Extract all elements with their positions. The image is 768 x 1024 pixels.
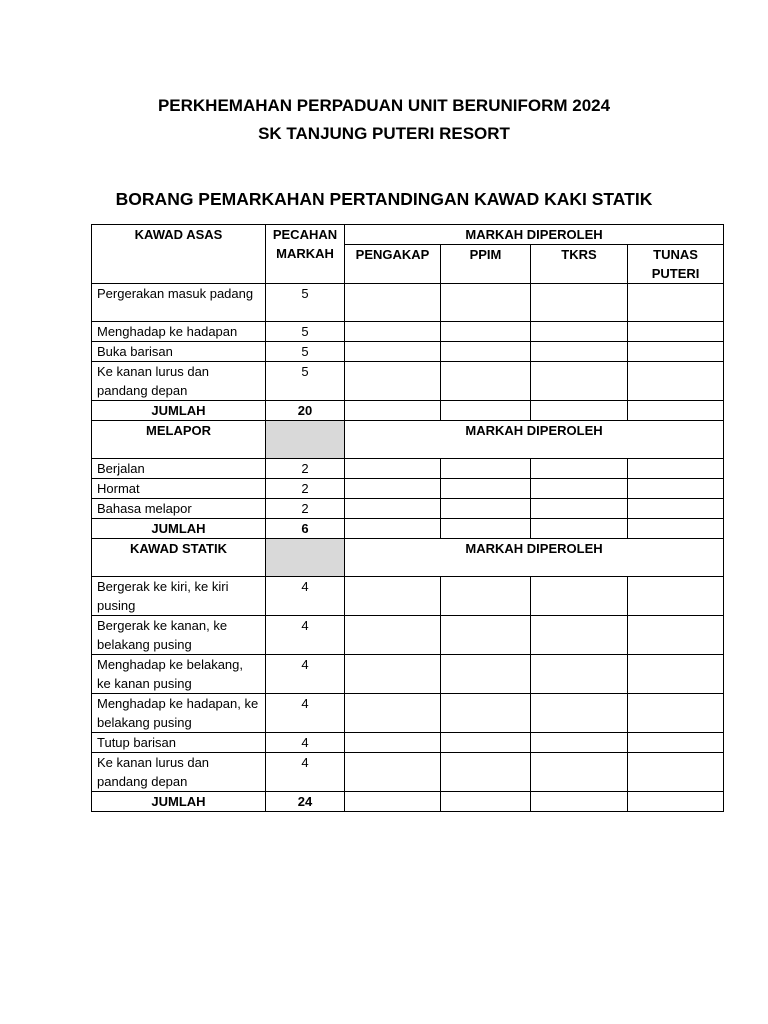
- score-cell[interactable]: [628, 459, 724, 479]
- item-label: Pergerakan masuk padang: [92, 284, 266, 322]
- score-cell[interactable]: [441, 577, 531, 616]
- score-cell[interactable]: [628, 519, 724, 539]
- score-cell[interactable]: [441, 499, 531, 519]
- score-cell[interactable]: [441, 459, 531, 479]
- header-team-tunas-puteri: [628, 245, 724, 284]
- form-title: BORANG PEMARKAHAN PERTANDINGAN KAWAD KAKI STATIK: [115, 189, 653, 209]
- score-cell[interactable]: [345, 459, 441, 479]
- total-row: [92, 401, 724, 421]
- score-cell[interactable]: [441, 322, 531, 342]
- total-row: [92, 792, 724, 812]
- score-cell[interactable]: [345, 322, 441, 342]
- score-cell[interactable]: [441, 519, 531, 539]
- score-cell[interactable]: [441, 284, 531, 322]
- section-header-row: [92, 539, 724, 577]
- table-row: [92, 577, 724, 616]
- header-markah-diperoleh: MARKAH DIPEROLEH: [345, 225, 724, 245]
- item-mark: 4: [266, 655, 345, 694]
- score-cell[interactable]: [345, 753, 441, 792]
- item-mark: 2: [266, 479, 345, 499]
- score-cell[interactable]: [628, 479, 724, 499]
- score-cell[interactable]: [345, 733, 441, 753]
- score-cell[interactable]: [628, 577, 724, 616]
- header-tunas: TUNAS: [653, 247, 698, 262]
- score-cell[interactable]: [628, 694, 724, 733]
- item-label: Hormat: [92, 479, 266, 499]
- section-title-kawad-statik: KAWAD STATIK: [92, 539, 266, 577]
- table-row: [92, 753, 724, 792]
- score-cell[interactable]: [531, 284, 628, 322]
- score-cell[interactable]: [345, 401, 441, 421]
- score-cell[interactable]: [628, 655, 724, 694]
- table-row: [92, 284, 724, 322]
- section-markah-diperoleh: MARKAH DIPEROLEH: [345, 421, 724, 459]
- score-cell[interactable]: [531, 792, 628, 812]
- item-label: Bahasa melapor: [92, 499, 266, 519]
- score-cell[interactable]: [531, 753, 628, 792]
- total-value: 6: [266, 519, 345, 539]
- score-cell[interactable]: [628, 753, 724, 792]
- item-label: Berjalan: [92, 459, 266, 479]
- score-cell[interactable]: [345, 342, 441, 362]
- score-cell[interactable]: [531, 362, 628, 401]
- score-cell[interactable]: [441, 479, 531, 499]
- header-puteri: PUTERI: [651, 266, 700, 281]
- score-cell[interactable]: [628, 733, 724, 753]
- item-mark: 5: [266, 322, 345, 342]
- item-mark: 4: [266, 616, 345, 655]
- item-mark: 4: [266, 694, 345, 733]
- score-cell[interactable]: [628, 322, 724, 342]
- header-markah: MARKAH: [276, 246, 334, 261]
- table-row: [92, 655, 724, 694]
- score-cell[interactable]: [628, 616, 724, 655]
- table-row: [92, 694, 724, 733]
- header-kawad-asas: KAWAD ASAS: [92, 225, 266, 284]
- total-row: [92, 519, 724, 539]
- item-label: Bergerak ke kanan, ke belakang pusing: [92, 616, 266, 655]
- score-cell[interactable]: [531, 616, 628, 655]
- score-cell[interactable]: [531, 733, 628, 753]
- total-label: JUMLAH: [92, 401, 266, 421]
- score-cell[interactable]: [345, 655, 441, 694]
- item-mark: 5: [266, 342, 345, 362]
- score-cell[interactable]: [628, 362, 724, 401]
- score-cell[interactable]: [345, 519, 441, 539]
- score-table: [91, 224, 724, 812]
- item-label: Buka barisan: [92, 342, 266, 362]
- total-label: JUMLAH: [92, 792, 266, 812]
- score-cell[interactable]: [441, 655, 531, 694]
- score-cell[interactable]: [441, 733, 531, 753]
- header-team-ppim: PPIM: [441, 245, 531, 284]
- score-cell[interactable]: [628, 284, 724, 322]
- item-label: Ke kanan lurus dan pandang depan: [92, 753, 266, 792]
- score-cell[interactable]: [441, 616, 531, 655]
- score-cell[interactable]: [628, 342, 724, 362]
- table-row: [92, 322, 724, 342]
- item-label: Menghadap ke belakang, ke kanan pusing: [92, 655, 266, 694]
- item-label: Ke kanan lurus dan pandang depan: [92, 362, 266, 401]
- item-mark: 4: [266, 753, 345, 792]
- score-cell[interactable]: [531, 519, 628, 539]
- item-mark: 2: [266, 499, 345, 519]
- score-cell[interactable]: [531, 322, 628, 342]
- item-label: Bergerak ke kiri, ke kiri pusing: [92, 577, 266, 616]
- table-row: [92, 733, 724, 753]
- table-row: [92, 499, 724, 519]
- score-cell[interactable]: [531, 499, 628, 519]
- school-name: SK TANJUNG PUTERI RESORT: [258, 124, 510, 143]
- score-cell[interactable]: [441, 753, 531, 792]
- score-cell[interactable]: [345, 694, 441, 733]
- score-cell[interactable]: [345, 577, 441, 616]
- score-cell[interactable]: [345, 362, 441, 401]
- score-cell[interactable]: [531, 459, 628, 479]
- table-row: [92, 616, 724, 655]
- score-cell[interactable]: [345, 616, 441, 655]
- score-cell[interactable]: [531, 479, 628, 499]
- total-label: JUMLAH: [92, 519, 266, 539]
- score-cell[interactable]: [441, 401, 531, 421]
- table-row: [92, 459, 724, 479]
- score-cell[interactable]: [441, 694, 531, 733]
- item-mark: 5: [266, 362, 345, 401]
- item-label: Tutup barisan: [92, 733, 266, 753]
- item-mark: 4: [266, 577, 345, 616]
- score-cell[interactable]: [345, 792, 441, 812]
- score-cell[interactable]: [345, 499, 441, 519]
- score-cell[interactable]: [345, 284, 441, 322]
- score-cell[interactable]: [531, 694, 628, 733]
- score-cell[interactable]: [345, 479, 441, 499]
- item-label: Menghadap ke hadapan, ke belakang pusing: [92, 694, 266, 733]
- header-pecahan-markah: [266, 225, 345, 284]
- score-cell[interactable]: [628, 792, 724, 812]
- table-row: [92, 342, 724, 362]
- total-value: 20: [266, 401, 345, 421]
- total-value: 24: [266, 792, 345, 812]
- score-cell[interactable]: [531, 577, 628, 616]
- item-label: Menghadap ke hadapan: [92, 322, 266, 342]
- score-cell[interactable]: [628, 401, 724, 421]
- section-title-melapor: MELAPOR: [92, 421, 266, 459]
- section-header-row: [92, 421, 724, 459]
- score-cell[interactable]: [531, 342, 628, 362]
- header-team-tkrs: TKRS: [531, 245, 628, 284]
- score-cell[interactable]: [441, 792, 531, 812]
- score-cell[interactable]: [531, 655, 628, 694]
- score-cell[interactable]: [441, 342, 531, 362]
- page-title: PERKHEMAHAN PERPADUAN UNIT BERUNIFORM 2024: [157, 96, 611, 115]
- score-cell[interactable]: [531, 401, 628, 421]
- table-header-row: [92, 225, 724, 245]
- table-row: [92, 362, 724, 401]
- header-team-pengakap: PENGAKAP: [345, 245, 441, 284]
- header-pecahan: PECAHAN: [272, 227, 338, 242]
- item-mark: 2: [266, 459, 345, 479]
- score-cell[interactable]: [628, 499, 724, 519]
- score-cell[interactable]: [441, 362, 531, 401]
- item-mark: 4: [266, 733, 345, 753]
- section-markah-diperoleh: MARKAH DIPEROLEH: [345, 539, 724, 577]
- shaded-cell: [266, 539, 345, 577]
- table-row: [92, 479, 724, 499]
- item-mark: 5: [266, 284, 345, 322]
- shaded-cell: [266, 421, 345, 459]
